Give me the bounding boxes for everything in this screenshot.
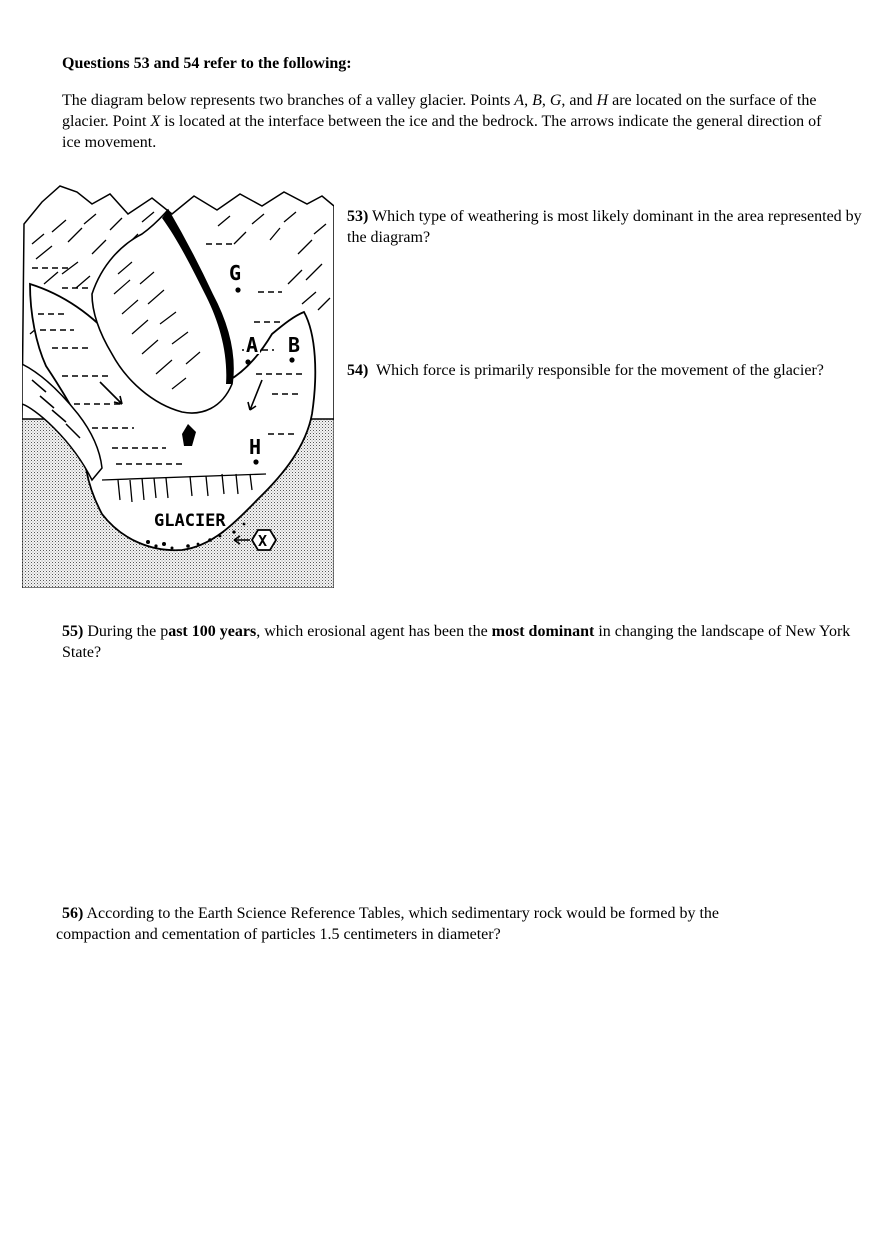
label-x: X	[258, 532, 268, 550]
point-h-marker	[253, 459, 258, 464]
point-a-marker	[245, 359, 250, 364]
intro-text: ,	[524, 92, 533, 109]
point-a-ref: A	[514, 92, 525, 109]
point-g-marker	[235, 287, 240, 292]
label-g: G	[229, 261, 242, 285]
point-g-ref: G	[549, 92, 562, 109]
point-b-marker	[289, 357, 294, 362]
question-text: During the p	[83, 623, 169, 640]
question-number: 53)	[347, 208, 369, 225]
question-56-line-1	[62, 903, 719, 924]
point-h-ref: H	[596, 92, 609, 109]
intro-text: is located at the interface between the ice and the bedrock. The arrows indicate the general direction of	[160, 113, 822, 130]
label-b: B	[288, 333, 301, 357]
valley-glacier-diagram	[22, 184, 334, 588]
question-56-line-2: compaction and cementation of particles 1.5 centimeters in diameter?	[56, 926, 501, 943]
emphasis-text: ast 100 years	[168, 623, 257, 640]
point-x-ref: X	[150, 113, 161, 130]
question-number: 55)	[62, 623, 84, 640]
question-text: in changing the landscape of New York State?	[62, 623, 851, 661]
question-number: 56)	[62, 905, 84, 922]
intro-line-1	[62, 90, 880, 111]
question-text: Which type of weathering is most likely dominant in the area represented by the diagram?	[347, 208, 862, 246]
question-text: , which erosional agent has been the	[256, 623, 492, 640]
point-b-ref: B	[532, 92, 542, 109]
label-a: A	[246, 333, 259, 357]
glacier-label: GLACIER	[154, 511, 226, 531]
label-h: H	[249, 435, 262, 459]
intro-text: ,	[541, 92, 550, 109]
intro-text: glacier. Point	[62, 113, 151, 130]
section-heading: Questions 53 and 54 refer to the following:	[62, 55, 352, 72]
emphasis-text: most dominant	[491, 623, 595, 640]
intro-paragraph	[62, 90, 880, 153]
question-text: According to the Earth Science Reference Tables, which sedimentary rock would be formed by the	[83, 905, 720, 922]
intro-line-3: ice movement.	[62, 134, 157, 151]
question-number: 54)	[347, 362, 369, 379]
intro-text: The diagram below represents two branches of a valley glacier. Points	[62, 92, 515, 109]
intro-line-2	[62, 111, 880, 132]
intro-text: , and	[561, 92, 597, 109]
question-55	[62, 621, 852, 663]
question-54	[347, 360, 880, 381]
intro-text: are located on the surface of the	[608, 92, 817, 109]
question-53	[347, 206, 880, 248]
question-text: Which force is primarily responsible for the movement of the glacier?	[368, 362, 824, 379]
